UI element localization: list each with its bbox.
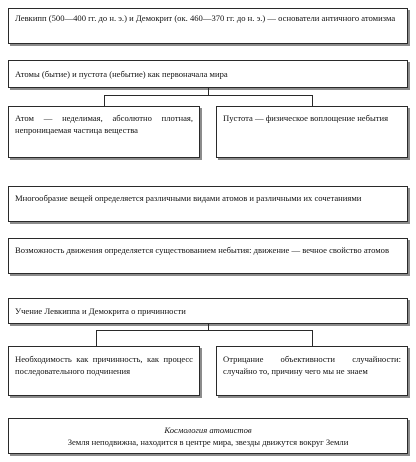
void-box bbox=[216, 106, 408, 158]
connector-to-chance bbox=[312, 330, 313, 346]
connector-causality-branch bbox=[96, 330, 312, 331]
cosmology-title: Космология атомистов bbox=[164, 425, 252, 435]
diversity-text: Многообразие вещей определяется различными видами атомов и различными их сочетаниями bbox=[15, 193, 362, 203]
first-principles-box bbox=[8, 60, 408, 88]
connector-to-necessity bbox=[96, 330, 97, 346]
cosmology-box bbox=[8, 418, 408, 454]
causality-box bbox=[8, 298, 408, 324]
diversity-box bbox=[8, 186, 408, 222]
atom-text: Атом — неделимая, абсолютно плотная, непроницаемая частица вещества bbox=[15, 113, 193, 135]
cosmology-text: Земля неподвижна, находится в центре мира, звезды движутся вокруг Земли bbox=[67, 437, 349, 447]
connector-to-void bbox=[312, 95, 313, 106]
atom-box bbox=[8, 106, 200, 158]
motion-text: Возможность движения определяется существованием небытия: движение — вечное свойство атомов bbox=[15, 245, 390, 255]
necessity-text: Необходимость как причинность, как процесс последовательного подчинения bbox=[15, 354, 193, 376]
void-text: Пустота — физическое воплощение небытия bbox=[223, 113, 389, 123]
chance-box bbox=[216, 346, 408, 396]
necessity-box bbox=[8, 346, 200, 396]
founders-box bbox=[8, 8, 408, 44]
connector-to-atom bbox=[104, 95, 105, 106]
connector-principles-branch bbox=[104, 95, 312, 96]
motion-box bbox=[8, 238, 408, 274]
founders-text: Левкипп (500—400 гг. до н. э.) и Демокрит (ок. 460—370 гг. до н. э.) — основатели античного атомизма bbox=[15, 13, 396, 23]
connector-principles-down bbox=[208, 88, 209, 95]
first-principles-text: Атомы (бытие) и пустота (небытие) как первоначала мира bbox=[15, 69, 228, 79]
causality-text: Учение Левкиппа и Демокрита о причинности bbox=[15, 306, 186, 316]
chance-text: Отрицание объективности случайности: случайно то, причину чего мы не знаем bbox=[223, 354, 401, 376]
